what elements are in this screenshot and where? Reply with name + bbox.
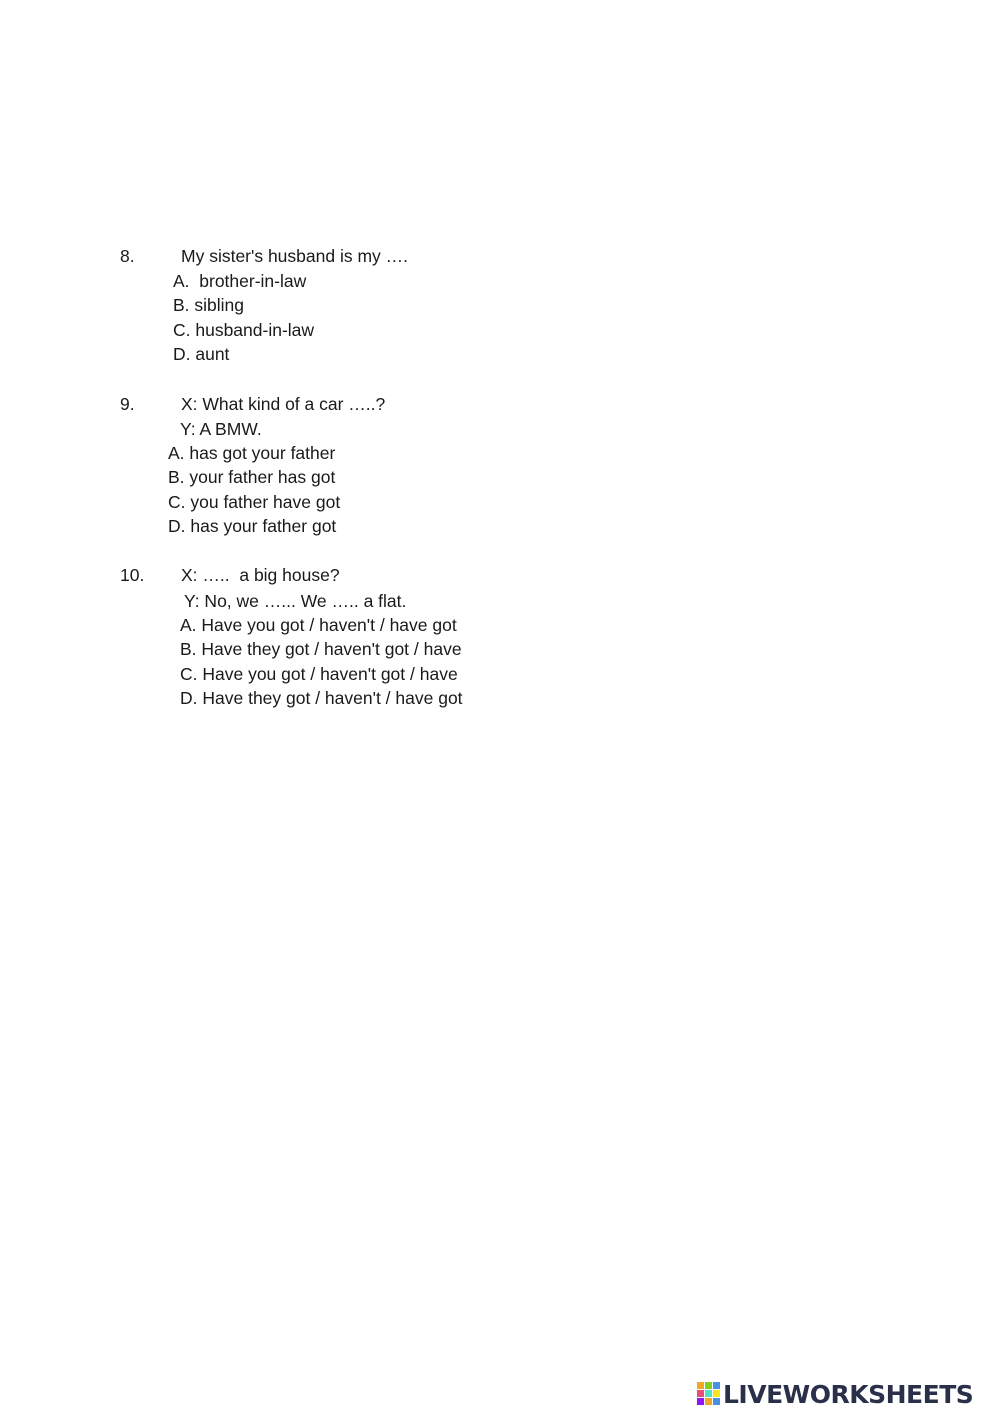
question-number: 8.	[120, 246, 135, 266]
answer-option-a[interactable]: A. Have you got / haven't / have got	[180, 615, 457, 635]
question-text: X: ….. a big house?	[181, 565, 340, 585]
question-text: Y: A BMW.	[180, 419, 262, 439]
answer-option-a[interactable]: A. has got your father	[168, 443, 336, 463]
answer-option-a[interactable]: A. brother-in-law	[173, 271, 307, 291]
answer-option-b[interactable]: B. Have they got / haven't got / have	[180, 639, 462, 659]
question-text: My sister's husband is my ….	[181, 246, 409, 266]
question-text: Y: No, we …... We ….. a flat.	[184, 591, 407, 611]
question-number: 10.	[120, 565, 145, 585]
brand-name: LIVEWORKSHEETS	[723, 1379, 974, 1409]
answer-option-b[interactable]: B. sibling	[173, 295, 245, 315]
answer-option-c[interactable]: C. you father have got	[168, 492, 341, 512]
liveworksheets-logo-icon	[697, 1382, 721, 1406]
answer-option-b[interactable]: B. your father has got	[168, 467, 336, 487]
question-text: X: What kind of a car …..?	[181, 394, 386, 414]
answer-option-c[interactable]: C. husband-in-law	[173, 320, 315, 340]
answer-option-d[interactable]: D. Have they got / haven't / have got	[180, 688, 463, 708]
answer-option-c[interactable]: C. Have you got / haven't got / have	[180, 664, 458, 684]
question-number: 9.	[120, 394, 135, 414]
answer-option-d[interactable]: D. aunt	[173, 344, 230, 364]
answer-option-d[interactable]: D. has your father got	[168, 516, 337, 536]
liveworksheets-logo[interactable]	[697, 1378, 973, 1410]
